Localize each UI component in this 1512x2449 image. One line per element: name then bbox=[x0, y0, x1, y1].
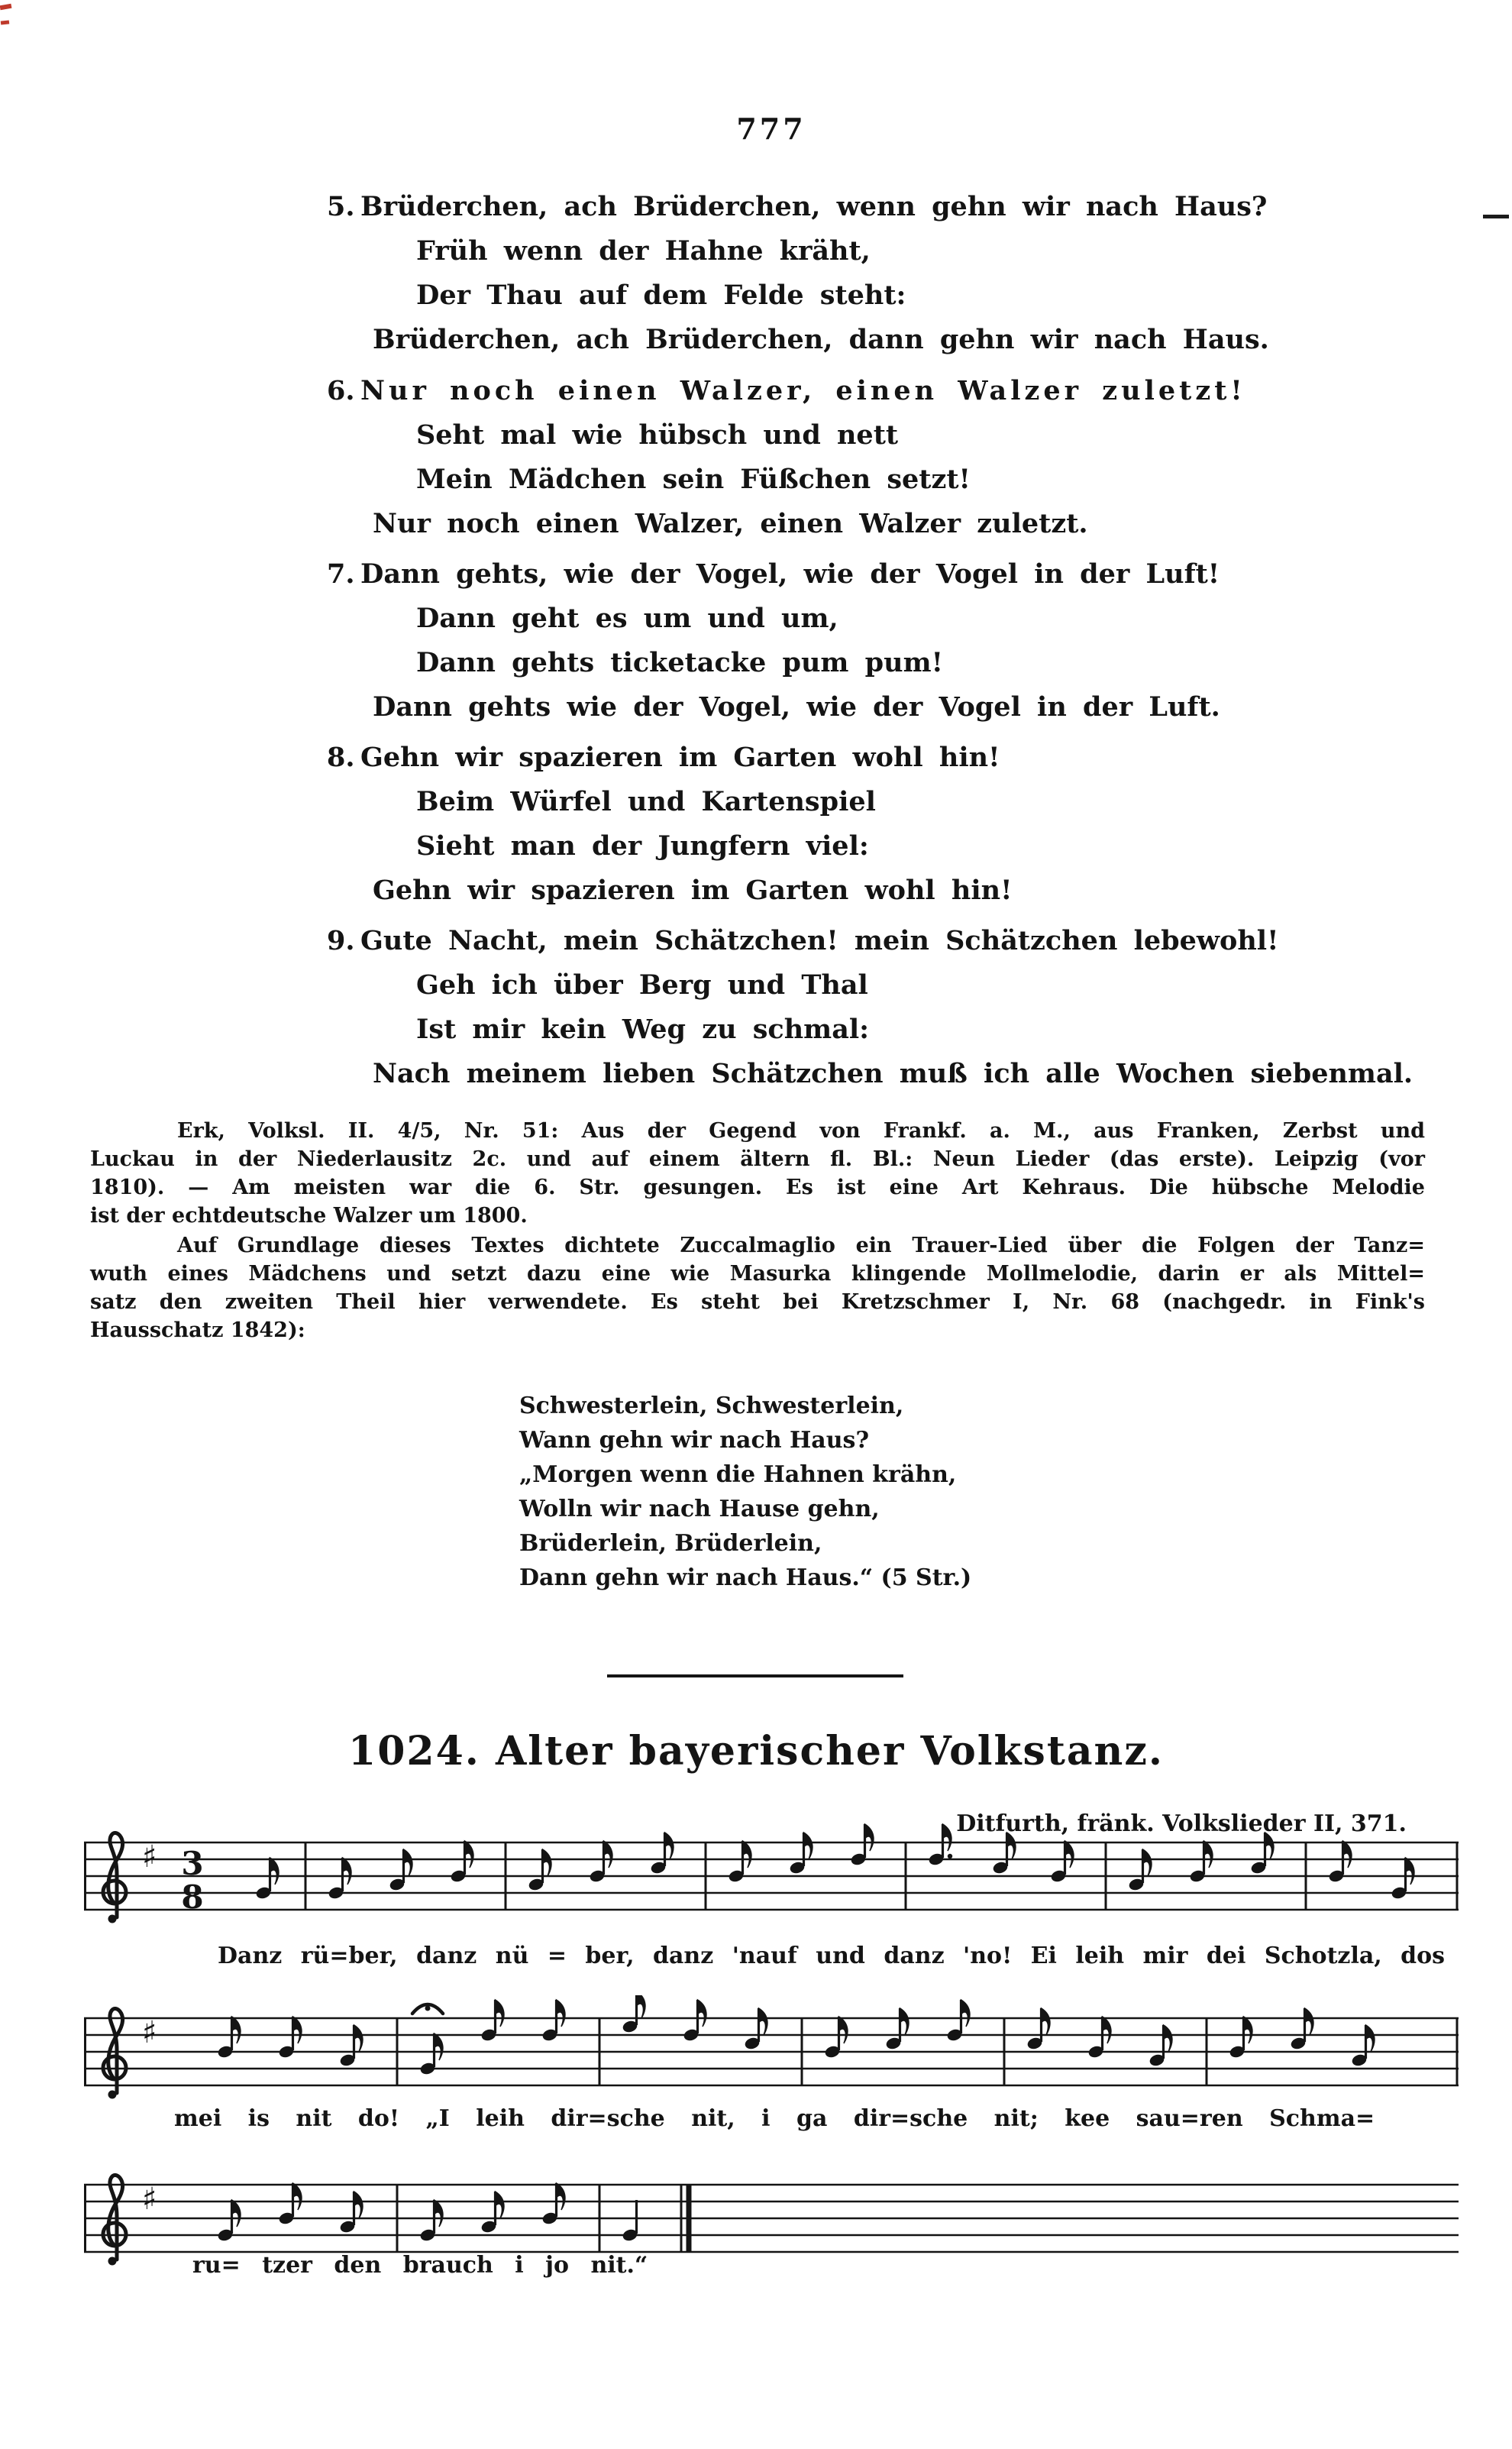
commentary-line: Luckau in der Niederlausitz 2c. und auf einem ältern fl. Bl.: Neun Lieder (das erste). Leipzig (vor bbox=[90, 1147, 1425, 1171]
note bbox=[1250, 1833, 1274, 1875]
verse-line: Sieht man der Jungfern viel: bbox=[416, 830, 869, 862]
verse-line: Gehn wir spazieren im Garten wohl hin! bbox=[360, 742, 1000, 773]
verse-7 bbox=[0, 552, 1512, 730]
verse-line: Ist mir kein Weg zu schmal: bbox=[416, 1014, 870, 1045]
verse-line: Gehn wir spazieren im Garten wohl hin! bbox=[373, 875, 1013, 906]
note bbox=[992, 1833, 1016, 1875]
commentary-line: satz den zweiten Theil hier verwendete. Es steht bei Kretzschmer I, Nr. 68 (nachgedr. in Fink's bbox=[90, 1290, 1425, 1314]
verse-line: Brüderchen, ach Brüderchen, wenn gehn wir nach Haus? bbox=[360, 191, 1268, 222]
quote-line: Brüderlein, Brüderlein, bbox=[519, 1530, 822, 1557]
lyric-line-2: mei is nit do! „I leih dir=sche nit, i ga dir=sche nit; kee sau=ren Schma= bbox=[174, 2105, 1375, 2132]
note bbox=[389, 1849, 412, 1892]
commentary-line: 1810). — Am meisten war die 6. Str. gesungen. Es ist eine Art Kehraus. Die hübsche Melodie bbox=[90, 1176, 1425, 1199]
verse-line: Dann gehts ticketacke pum pum! bbox=[416, 647, 943, 678]
note bbox=[622, 1995, 645, 2034]
music-staff-system-2 bbox=[84, 1995, 1459, 2117]
quote-line: „Morgen wenn die Hahnen krähn, bbox=[519, 1461, 957, 1488]
note bbox=[789, 1833, 813, 1875]
note bbox=[528, 1849, 551, 1892]
svg-text:8: 8 bbox=[181, 1878, 204, 1916]
quote-line: Wann gehn wir nach Haus? bbox=[519, 1427, 870, 1454]
commentary-line: Erk, Volksl. II. 4/5, Nr. 51: Aus der Gegend von Frankf. a. M., aus Franken, Zerbst und bbox=[177, 1119, 1425, 1143]
note bbox=[650, 1833, 674, 1875]
verse-line: Dann gehts wie der Vogel, wie der Vogel in der Luft. bbox=[373, 691, 1220, 723]
quote-line: Wolln wir nach Hause gehn, bbox=[519, 1496, 880, 1522]
scan-artifact-red bbox=[0, 4, 11, 11]
verse-8 bbox=[0, 736, 1512, 913]
song-attribution: Ditfurth, fränk. Volkslieder II, 371. bbox=[956, 1810, 1407, 1837]
quote-line: Dann gehn wir nach Haus.“ (5 Str.) bbox=[519, 1564, 972, 1591]
verse-9 bbox=[0, 919, 1512, 1096]
commentary-line: Auf Grundlage dieses Textes dichtete Zuccalmaglio ein Trauer-Lied über die Folgen der Tanz= bbox=[177, 1234, 1425, 1257]
note bbox=[885, 2008, 909, 2051]
note bbox=[1149, 2025, 1172, 2068]
note bbox=[480, 2192, 504, 2234]
verse-line: Seht mal wie hübsch und nett bbox=[416, 419, 899, 451]
verse-line: Der Thau auf dem Felde steht: bbox=[416, 280, 906, 311]
svg-text:♯: ♯ bbox=[142, 2182, 157, 2217]
note bbox=[744, 2008, 767, 2051]
verse-line: Nach meinem lieben Schätzchen muß ich alle Wochen siebenmal. bbox=[373, 1058, 1413, 1089]
svg-text:♯: ♯ bbox=[142, 2015, 157, 2050]
commentary-line: wuth eines Mädchens und setzt dazu eine wie Masurka klingende Mollmelodie, darin er als Mittel= bbox=[90, 1262, 1425, 1286]
lyric-line-1: Danz rü=ber, danz nü = ber, danz 'nauf und danz 'no! Ei leih mir dei Schotzla, dos bbox=[218, 1943, 1446, 1969]
lyric-line-3: ru= tzer den brauch i jo nit.“ bbox=[192, 2252, 648, 2279]
svg-text:♯: ♯ bbox=[142, 1839, 157, 1875]
song-title: 1024. Alter bayerischer Volkstanz. bbox=[348, 1728, 1164, 1774]
verse-line: Beim Würfel und Kartenspiel bbox=[416, 786, 876, 817]
page-number: 777 bbox=[736, 112, 806, 146]
scan-artifact-red bbox=[1, 20, 9, 24]
verse-number: 5. bbox=[327, 191, 355, 222]
commentary-paragraph-1 bbox=[90, 1117, 1425, 1230]
commentary-line: Hausschatz 1842): bbox=[90, 1318, 305, 1342]
note bbox=[1026, 2008, 1050, 2051]
verse-line: Brüderchen, ach Brüderchen, dann gehn wir nach Haus. bbox=[373, 324, 1269, 355]
verse-number: 6. bbox=[327, 375, 355, 406]
note bbox=[1128, 1849, 1152, 1892]
verse-line: Dann gehts, wie der Vogel, wie der Vogel in der Luft! bbox=[360, 558, 1220, 590]
note bbox=[339, 2192, 363, 2234]
quoted-verse bbox=[519, 1389, 971, 1595]
verse-line: Nur noch einen Walzer, einen Walzer zuletzt. bbox=[373, 508, 1088, 539]
svg-text:3: 3 bbox=[181, 1845, 204, 1882]
verse-line: Nur noch einen Walzer, einen Walzer zuletzt! bbox=[360, 375, 1246, 406]
verse-line: Früh wenn der Hahne kräht, bbox=[416, 235, 871, 267]
note bbox=[622, 2200, 638, 2243]
verse-line: Dann geht es um und um, bbox=[416, 603, 838, 634]
quote-line: Schwesterlein, Schwesterlein, bbox=[519, 1393, 904, 1419]
verse-number: 9. bbox=[327, 925, 355, 956]
section-divider bbox=[607, 1674, 903, 1677]
verse-line: Mein Mädchen sein Füßchen setzt! bbox=[416, 464, 971, 495]
verse-number: 8. bbox=[327, 742, 355, 773]
note bbox=[1351, 2025, 1375, 2068]
verse-6 bbox=[0, 369, 1512, 546]
commentary-line: ist der echtdeutsche Walzer um 1800. bbox=[90, 1204, 528, 1228]
music-staff-system-1 bbox=[84, 1820, 1459, 1942]
verse-5 bbox=[0, 185, 1512, 362]
note bbox=[339, 2025, 363, 2068]
commentary-paragraph-2 bbox=[90, 1231, 1425, 1344]
verse-line: Geh ich über Berg und Thal bbox=[416, 969, 868, 1001]
verse-number: 7. bbox=[327, 558, 355, 590]
note bbox=[1290, 2008, 1313, 2051]
verse-line: Gute Nacht, mein Schätzchen! mein Schätzchen lebewohl! bbox=[360, 925, 1279, 956]
